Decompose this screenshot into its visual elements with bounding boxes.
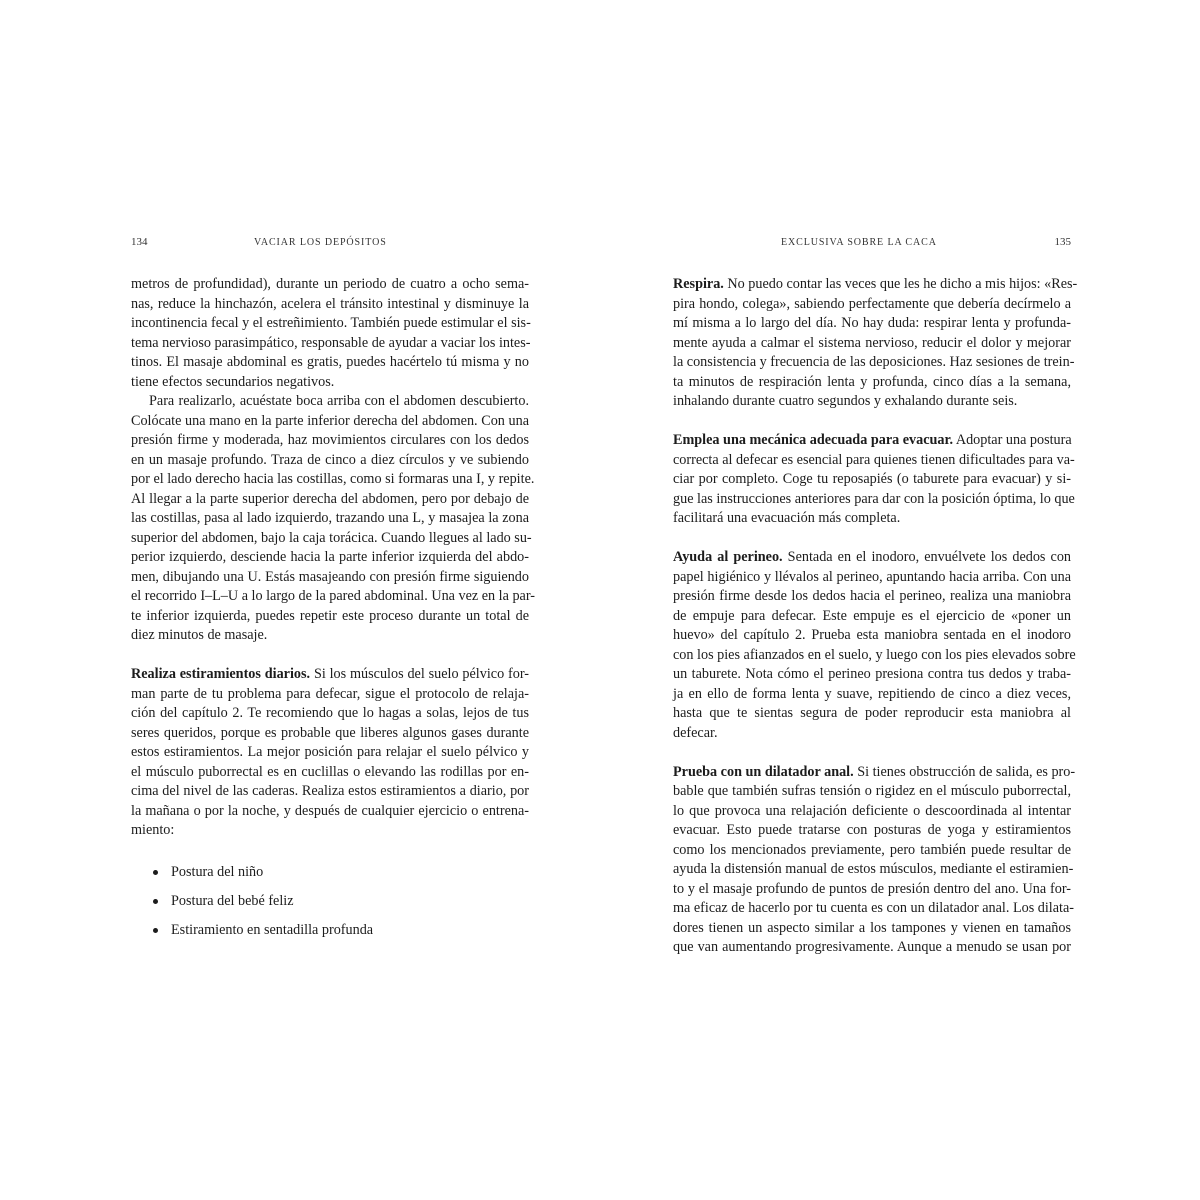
paragraph-emplea-first-line: [673, 431, 1071, 451]
text-line: lo que provoca una relajación deficiente o descoordinada al intentar: [673, 802, 1071, 819]
bullet-icon: [153, 899, 158, 904]
bullet-icon: [153, 928, 158, 933]
text-line: bable que también sufras tensión o rigidez en el músculo puborrectal,: [673, 783, 1071, 799]
text-line: ta minutos de respiración lenta y profunda, cinco días a la semana,: [673, 373, 1071, 390]
text-line: ja en ello de forma lenta y suave, repitiendo de cinco a diez veces,: [673, 685, 1071, 702]
text-run: Sentada en el inodoro, envuélvete los dedos con: [782, 549, 1072, 565]
text-line: papel higiénico y llévalos al perineo, apuntando hacia arriba. Con una: [673, 568, 1071, 585]
page-number: 135: [1054, 236, 1071, 248]
heading-ayuda: Ayuda al perineo.: [673, 549, 783, 565]
text-line: estos estiramientos. La mejor posición para relajar el suelo pélvico y: [131, 744, 529, 760]
text-line: evacuar. Esto puede tratarse con posturas de yoga y estiramientos: [673, 822, 1071, 838]
text-line: ción del capítulo 2. Te recomiendo que lo hagas a solas, lejos de tus: [131, 705, 529, 721]
text-line: de empuje para defecar. Este empuje es el ejercicio de «poner un: [673, 607, 1071, 624]
text-line: las costillas, pasa al lado izquierdo, trazando una L, y masajea la zona: [131, 510, 529, 526]
stretch-list: [131, 858, 529, 945]
text-run: Adoptar una postura: [953, 432, 1072, 448]
text-line: men, dibujando una U. Estás masajeando con presión firme siguiendo: [131, 568, 529, 585]
list-item-label: Postura del bebé feliz: [171, 892, 294, 909]
text-run: No puedo contar las veces que les he dicho a mis hijos: «Res-: [723, 276, 1078, 292]
text-line: metros de profundidad), durante un periodo de cuatro a ocho sema-: [131, 276, 529, 292]
heading-prueba: Prueba con un dilatador anal.: [673, 763, 854, 780]
left-page: [131, 230, 536, 945]
text-line: correcta al defecar es esencial para quienes tienen dificultades para va-: [673, 451, 1075, 468]
right-running-head: [673, 230, 1071, 252]
text-line: perior izquierdo, desciende hacia la parte inferior izquierda del abdo-: [131, 549, 529, 565]
heading-respira: Respira.: [673, 276, 724, 292]
right-page: [673, 230, 1078, 958]
text-line: el recorrido I–L–U a lo largo de la pared abdominal. Una vez en la par-: [131, 588, 536, 604]
text-line: gue las instrucciones anteriores para dar con la posición óptima, lo que: [673, 490, 1075, 507]
text-line: facilitará una evacuación más completa.: [673, 510, 901, 526]
text-line: cima del nivel de las caderas. Realiza estos estiramientos a diario, por: [131, 783, 529, 799]
running-head-title: VACIAR LOS DEPÓSITOS: [254, 237, 387, 248]
text-line: Para realizarlo, acuéstate boca arriba con el abdomen descubierto.: [149, 393, 529, 409]
text-line: incontinencia fecal y el estreñimiento. También puede estimular el sis-: [131, 315, 531, 331]
text-line: que van aumentando progresivamente. Aunque a menudo se usan por: [673, 939, 1071, 955]
text-line: man parte de tu problema para defecar, sigue el protocolo de relaja-: [131, 685, 529, 702]
heading-emplea: Emplea una mecánica adecuada para evacuar.: [673, 432, 954, 448]
text-line: con los pies afianzados en el suelo, y luego con los pies elevados sobre: [673, 646, 1076, 663]
text-line: mente ayuda a calmar el sistema nervioso, reducir el dolor y mejorar: [673, 334, 1071, 351]
text-line: miento:: [131, 822, 175, 838]
text-line: Al llegar a la parte superior derecha del abdomen, pero por debajo de: [131, 490, 529, 507]
text-line: diez minutos de masaje.: [131, 627, 268, 643]
right-body-text: [673, 275, 1078, 958]
text-line: tema nervioso parasimpático, responsable de ayudar a vaciar los intes-: [131, 334, 531, 351]
text-line: to y el masaje profundo de puntos de presión dentro del ano. Una for-: [673, 880, 1071, 897]
list-item-label: Postura del niño: [171, 863, 264, 880]
left-running-head: [131, 230, 529, 252]
text-line: seres queridos, porque es probable que liberes algunos gases durante: [131, 724, 529, 741]
paragraph-realiza-first-line: [131, 665, 529, 685]
text-line: presión firme y moderada, haz movimientos circulares con los dedos: [131, 432, 529, 448]
text-line: mí misma a lo largo del día. No hay duda: respirar lenta y profunda-: [673, 315, 1071, 331]
list-item: [131, 887, 529, 916]
list-item-label: Estiramiento en sentadilla profunda: [171, 921, 374, 938]
text-line: superior del abdomen, bajo la caja torácica. Cuando llegues al lado su-: [131, 529, 532, 546]
text-line: la consistencia y frecuencia de las deposiciones. Haz sesiones de trein-: [673, 354, 1075, 370]
text-line: te inferior izquierda, puedes repetir este proceso durante un total de: [131, 607, 529, 624]
text-line: tiene efectos secundarios negativos.: [131, 373, 335, 390]
text-line: Colócate una mano en la parte inferior derecha del abdomen. Con una: [131, 412, 529, 429]
text-line: dores tienen un aspecto similar a los tampones y vienen en tamaños: [673, 919, 1071, 936]
text-line: en un masaje profundo. Traza de cinco a diez círculos y ve subiendo: [131, 451, 529, 468]
text-line: ciar por completo. Coge tu reposapiés (o taburete para evacuar) y si-: [673, 471, 1071, 487]
text-line: hasta que te sientas segura de poder reproducir esta maniobra al: [673, 705, 1071, 721]
text-line: defecar.: [673, 724, 718, 741]
text-line: un taburete. Nota cómo el perineo presiona contra tus dedos y traba-: [673, 666, 1071, 682]
paragraph-ayuda-first-line: [673, 548, 1071, 568]
paragraph-respira-first-line: [673, 275, 1078, 295]
text-line: tinos. El masaje abdominal es gratis, puedes hacértelo tú misma y no: [131, 354, 529, 370]
text-line: el músculo puborrectal es en cuclillas o elevando las rodillas por en-: [131, 763, 529, 780]
heading-realiza: Realiza estiramientos diarios.: [131, 666, 311, 682]
page-number: 134: [131, 236, 148, 248]
text-run: Si los músculos del suelo pélvico for-: [313, 666, 529, 682]
text-line: nas, reduce la hinchazón, acelera el tránsito intestinal y disminuye la: [131, 295, 529, 312]
text-line: pira hondo, colega», sabiendo perfectamente que debería decírmelo a: [673, 295, 1071, 312]
text-run: Si tienes obstrucción de salida, es pro-: [853, 763, 1076, 780]
list-item: [131, 858, 529, 887]
text-line: huevo» del capítulo 2. Prueba esta maniobra sentada en el inodoro: [673, 627, 1071, 643]
bullet-icon: [153, 870, 158, 875]
text-line: ma eficaz de hacerlo por tu cuenta es con un dilatador anal. Los dilata-: [673, 900, 1075, 916]
text-line: ayuda la distensión manual de estos músculos, mediante el estiramien-: [673, 861, 1074, 877]
text-line: la mañana o por la noche, y después de cualquier ejercicio o entrena-: [131, 802, 529, 819]
list-item: [131, 916, 529, 945]
text-line: por el lado derecho hacia las costillas, como si formaras una I, y repite.: [131, 471, 535, 487]
left-body-text: [131, 275, 536, 945]
text-line: inhalando durante cuatro segundos y exhalando durante seis.: [673, 393, 1018, 409]
paragraph-prueba-first-line: [673, 763, 1076, 783]
running-head-title: EXCLUSIVA SOBRE LA CACA: [781, 237, 937, 248]
text-line: presión firme desde los dedos hacia el perineo, realiza una maniobra: [673, 588, 1071, 604]
text-line: como los mencionados previamente, pero también puede resultar de: [673, 841, 1071, 858]
